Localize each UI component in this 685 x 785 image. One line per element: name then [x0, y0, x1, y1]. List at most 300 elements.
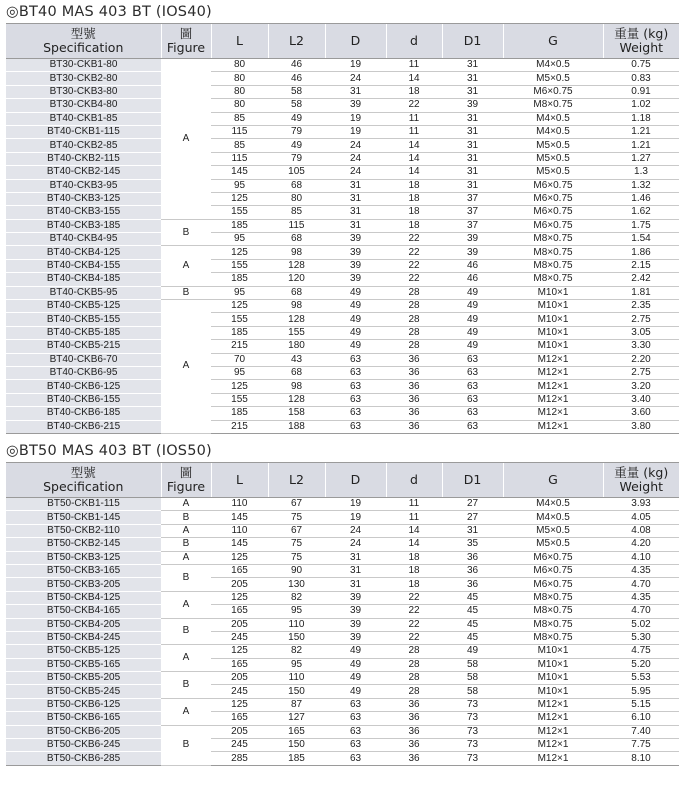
- d1-cell: 73: [442, 752, 503, 765]
- table-row: [6, 538, 679, 551]
- l-cell: 185: [211, 219, 268, 232]
- g-cell: M8×0.75: [503, 233, 603, 246]
- l-cell: 95: [211, 179, 268, 192]
- d1-cell: 49: [442, 340, 503, 353]
- l2-cell: 46: [268, 59, 325, 72]
- d-lower-cell: 28: [386, 658, 442, 671]
- l-cell: 125: [211, 300, 268, 313]
- l2-cell: 49: [268, 112, 325, 125]
- d-upper-cell: 63: [325, 712, 386, 725]
- l-cell: 215: [211, 420, 268, 433]
- l-cell: 145: [211, 511, 268, 524]
- spec-cell: BT40-CKB1-115: [6, 125, 161, 138]
- l-cell: 205: [211, 618, 268, 631]
- weight-cell: 1.18: [603, 112, 679, 125]
- d-upper-cell: 24: [325, 166, 386, 179]
- d-upper-cell: 49: [325, 313, 386, 326]
- g-cell: M10×1: [503, 658, 603, 671]
- weight-cell: 7.75: [603, 739, 679, 752]
- l2-cell: 68: [268, 366, 325, 379]
- spec-cell: BT50-CKB3-205: [6, 578, 161, 591]
- figure-cell: A: [161, 246, 211, 286]
- weight-cell: 3.20: [603, 380, 679, 393]
- spec-cell: BT50-CKB5-165: [6, 658, 161, 671]
- l2-cell: 110: [268, 618, 325, 631]
- spec-table: [6, 462, 679, 766]
- spec-cell: BT50-CKB1-115: [6, 498, 161, 511]
- spec-cell: BT50-CKB6-205: [6, 725, 161, 738]
- g-cell: M6×0.75: [503, 551, 603, 564]
- d-upper-cell: 39: [325, 618, 386, 631]
- d-lower-cell: 28: [386, 685, 442, 698]
- d1-cell: 58: [442, 658, 503, 671]
- d1-cell: 31: [442, 179, 503, 192]
- weight-cell: 5.15: [603, 698, 679, 711]
- d1-cell: 45: [442, 631, 503, 644]
- l2-cell: 82: [268, 645, 325, 658]
- g-cell: M8×0.75: [503, 246, 603, 259]
- l2-cell: 58: [268, 99, 325, 112]
- l2-cell: 150: [268, 685, 325, 698]
- d-upper-cell: 39: [325, 631, 386, 644]
- g-cell: M10×1: [503, 326, 603, 339]
- header-d-lower: d: [386, 24, 442, 59]
- table-row: [6, 698, 679, 711]
- spec-cell: BT40-CKB3-95: [6, 179, 161, 192]
- l-cell: 155: [211, 259, 268, 272]
- weight-cell: 0.75: [603, 59, 679, 72]
- figure-cell: A: [161, 59, 211, 220]
- spec-cell: BT30-CKB4-80: [6, 99, 161, 112]
- table-row: [6, 353, 679, 366]
- l2-cell: 180: [268, 340, 325, 353]
- header-d1: D1: [442, 463, 503, 498]
- g-cell: M8×0.75: [503, 631, 603, 644]
- spec-cell: BT40-CKB5-95: [6, 286, 161, 299]
- table-row: [6, 631, 679, 644]
- g-cell: M8×0.75: [503, 605, 603, 618]
- l-cell: 80: [211, 85, 268, 98]
- l2-cell: 185: [268, 752, 325, 765]
- table-row: [6, 326, 679, 339]
- d-upper-cell: 19: [325, 498, 386, 511]
- spec-cell: BT30-CKB1-80: [6, 59, 161, 72]
- spec-cell: BT50-CKB5-205: [6, 672, 161, 685]
- l2-cell: 79: [268, 125, 325, 138]
- g-cell: M8×0.75: [503, 273, 603, 286]
- weight-cell: 2.75: [603, 313, 679, 326]
- l-cell: 205: [211, 672, 268, 685]
- d1-cell: 63: [442, 366, 503, 379]
- l-cell: 155: [211, 313, 268, 326]
- l-cell: 125: [211, 246, 268, 259]
- weight-cell: 4.70: [603, 578, 679, 591]
- l-cell: 165: [211, 605, 268, 618]
- spec-cell: BT30-CKB3-80: [6, 85, 161, 98]
- header-figure: 圖 Figure: [161, 463, 211, 498]
- figure-cell: B: [161, 564, 211, 591]
- g-cell: M6×0.75: [503, 578, 603, 591]
- weight-cell: 1.21: [603, 139, 679, 152]
- l-cell: 85: [211, 139, 268, 152]
- d1-cell: 45: [442, 618, 503, 631]
- d-upper-cell: 24: [325, 524, 386, 537]
- d-upper-cell: 63: [325, 752, 386, 765]
- table-row: [6, 672, 679, 685]
- d1-cell: 63: [442, 353, 503, 366]
- l-cell: 165: [211, 712, 268, 725]
- l-cell: 285: [211, 752, 268, 765]
- weight-cell: 1.32: [603, 179, 679, 192]
- l2-cell: 127: [268, 712, 325, 725]
- d-upper-cell: 63: [325, 698, 386, 711]
- spec-cell: BT40-CKB6-70: [6, 353, 161, 366]
- g-cell: M10×1: [503, 313, 603, 326]
- header-row: [6, 24, 679, 59]
- d-lower-cell: 18: [386, 192, 442, 205]
- d1-cell: 73: [442, 698, 503, 711]
- figure-cell: A: [161, 524, 211, 537]
- spec-cell: BT40-CKB5-185: [6, 326, 161, 339]
- l-cell: 245: [211, 685, 268, 698]
- d-upper-cell: 19: [325, 125, 386, 138]
- l2-cell: 67: [268, 498, 325, 511]
- d-upper-cell: 49: [325, 340, 386, 353]
- table-row: [6, 618, 679, 631]
- d-lower-cell: 14: [386, 524, 442, 537]
- l-cell: 205: [211, 725, 268, 738]
- d1-cell: 36: [442, 578, 503, 591]
- header-d-upper: D: [325, 463, 386, 498]
- table-row: [6, 206, 679, 219]
- table-row: [6, 99, 679, 112]
- table-row: [6, 739, 679, 752]
- g-cell: M12×1: [503, 353, 603, 366]
- spec-cell: BT50-CKB3-165: [6, 564, 161, 577]
- d-upper-cell: 63: [325, 380, 386, 393]
- weight-cell: 1.62: [603, 206, 679, 219]
- g-cell: M6×0.75: [503, 192, 603, 205]
- table-body: [6, 59, 679, 434]
- spec-cell: BT40-CKB4-155: [6, 259, 161, 272]
- l-cell: 125: [211, 192, 268, 205]
- g-cell: M8×0.75: [503, 618, 603, 631]
- section-bt50: [6, 440, 679, 766]
- l2-cell: 128: [268, 393, 325, 406]
- l2-cell: 155: [268, 326, 325, 339]
- l-cell: 125: [211, 698, 268, 711]
- l2-cell: 75: [268, 551, 325, 564]
- table-row: [6, 125, 679, 138]
- g-cell: M12×1: [503, 380, 603, 393]
- l2-cell: 79: [268, 152, 325, 165]
- d-lower-cell: 22: [386, 246, 442, 259]
- table-row: [6, 313, 679, 326]
- d-upper-cell: 31: [325, 551, 386, 564]
- spec-cell: BT40-CKB3-155: [6, 206, 161, 219]
- d-lower-cell: 36: [386, 698, 442, 711]
- d-upper-cell: 24: [325, 139, 386, 152]
- header-g: G: [503, 463, 603, 498]
- d1-cell: 58: [442, 685, 503, 698]
- weight-cell: 1.46: [603, 192, 679, 205]
- l2-cell: 68: [268, 233, 325, 246]
- weight-cell: 1.21: [603, 125, 679, 138]
- l-cell: 155: [211, 393, 268, 406]
- weight-cell: 3.30: [603, 340, 679, 353]
- spec-cell: BT50-CKB4-245: [6, 631, 161, 644]
- d-lower-cell: 22: [386, 273, 442, 286]
- g-cell: M5×0.5: [503, 139, 603, 152]
- d-upper-cell: 49: [325, 326, 386, 339]
- l-cell: 85: [211, 112, 268, 125]
- d-upper-cell: 63: [325, 420, 386, 433]
- g-cell: M8×0.75: [503, 259, 603, 272]
- d-lower-cell: 36: [386, 353, 442, 366]
- l2-cell: 75: [268, 538, 325, 551]
- d-lower-cell: 11: [386, 498, 442, 511]
- l2-cell: 68: [268, 286, 325, 299]
- l-cell: 205: [211, 578, 268, 591]
- d1-cell: 31: [442, 85, 503, 98]
- d1-cell: 49: [442, 313, 503, 326]
- g-cell: M6×0.75: [503, 564, 603, 577]
- g-cell: M12×1: [503, 393, 603, 406]
- d-upper-cell: 31: [325, 85, 386, 98]
- d-upper-cell: 63: [325, 353, 386, 366]
- d-lower-cell: 18: [386, 179, 442, 192]
- d1-cell: 37: [442, 206, 503, 219]
- spec-cell: BT40-CKB2-85: [6, 139, 161, 152]
- d-lower-cell: 28: [386, 672, 442, 685]
- l-cell: 165: [211, 564, 268, 577]
- table-row: [6, 564, 679, 577]
- spec-cell: BT40-CKB5-155: [6, 313, 161, 326]
- l-cell: 165: [211, 658, 268, 671]
- table-row: [6, 685, 679, 698]
- l-cell: 115: [211, 152, 268, 165]
- l2-cell: 95: [268, 658, 325, 671]
- table-row: [6, 658, 679, 671]
- l2-cell: 95: [268, 605, 325, 618]
- spec-cell: BT50-CKB6-125: [6, 698, 161, 711]
- d-lower-cell: 11: [386, 125, 442, 138]
- l-cell: 185: [211, 273, 268, 286]
- spec-cell: BT40-CKB3-185: [6, 219, 161, 232]
- weight-cell: 1.02: [603, 99, 679, 112]
- weight-cell: 3.93: [603, 498, 679, 511]
- d1-cell: 49: [442, 326, 503, 339]
- l2-cell: 158: [268, 407, 325, 420]
- figure-cell: A: [161, 591, 211, 618]
- d-lower-cell: 36: [386, 420, 442, 433]
- d-lower-cell: 36: [386, 393, 442, 406]
- l2-cell: 67: [268, 524, 325, 537]
- d-lower-cell: 36: [386, 366, 442, 379]
- table-row: [6, 605, 679, 618]
- g-cell: M5×0.5: [503, 152, 603, 165]
- d1-cell: 37: [442, 192, 503, 205]
- table-row: [6, 246, 679, 259]
- spec-table: [6, 23, 679, 434]
- table-row: [6, 59, 679, 72]
- l2-cell: 105: [268, 166, 325, 179]
- header-l: L: [211, 463, 268, 498]
- table-row: [6, 192, 679, 205]
- g-cell: M12×1: [503, 698, 603, 711]
- l2-cell: 98: [268, 246, 325, 259]
- l-cell: 245: [211, 739, 268, 752]
- section-bt40: [6, 1, 679, 434]
- d-upper-cell: 49: [325, 300, 386, 313]
- d-lower-cell: 36: [386, 712, 442, 725]
- l-cell: 145: [211, 166, 268, 179]
- l-cell: 125: [211, 380, 268, 393]
- d-lower-cell: 18: [386, 551, 442, 564]
- d-upper-cell: 39: [325, 246, 386, 259]
- spec-cell: BT40-CKB4-185: [6, 273, 161, 286]
- d-upper-cell: 49: [325, 658, 386, 671]
- l2-cell: 110: [268, 672, 325, 685]
- d-lower-cell: 14: [386, 72, 442, 85]
- d-upper-cell: 19: [325, 112, 386, 125]
- l2-cell: 115: [268, 219, 325, 232]
- figure-cell: B: [161, 511, 211, 524]
- weight-cell: 2.42: [603, 273, 679, 286]
- figure-cell: B: [161, 286, 211, 299]
- section-title: ◎BT40 MAS 403 BT (IOS40): [6, 4, 212, 20]
- header-specification: 型號 Specification: [6, 463, 161, 498]
- d1-cell: 31: [442, 152, 503, 165]
- table-row: [6, 551, 679, 564]
- d-lower-cell: 22: [386, 591, 442, 604]
- table-row: [6, 511, 679, 524]
- l2-cell: 58: [268, 85, 325, 98]
- l-cell: 70: [211, 353, 268, 366]
- d-upper-cell: 39: [325, 233, 386, 246]
- header-d-upper: D: [325, 24, 386, 59]
- header-weight: 重量 (kg) Weight: [603, 463, 679, 498]
- l2-cell: 120: [268, 273, 325, 286]
- g-cell: M10×1: [503, 672, 603, 685]
- weight-cell: 1.81: [603, 286, 679, 299]
- d-upper-cell: 24: [325, 72, 386, 85]
- spec-cell: BT50-CKB5-125: [6, 645, 161, 658]
- l2-cell: 98: [268, 300, 325, 313]
- g-cell: M10×1: [503, 645, 603, 658]
- d-lower-cell: 14: [386, 139, 442, 152]
- d1-cell: 73: [442, 725, 503, 738]
- g-cell: M4×0.5: [503, 112, 603, 125]
- d1-cell: 35: [442, 538, 503, 551]
- spec-cell: BT50-CKB2-145: [6, 538, 161, 551]
- d1-cell: 39: [442, 99, 503, 112]
- d-upper-cell: 49: [325, 286, 386, 299]
- d-upper-cell: 24: [325, 152, 386, 165]
- table-row: [6, 179, 679, 192]
- d-lower-cell: 14: [386, 166, 442, 179]
- table-row: [6, 166, 679, 179]
- weight-cell: 2.20: [603, 353, 679, 366]
- g-cell: M10×1: [503, 286, 603, 299]
- spec-cell: BT50-CKB3-125: [6, 551, 161, 564]
- d1-cell: 73: [442, 739, 503, 752]
- l2-cell: 128: [268, 313, 325, 326]
- g-cell: M4×0.5: [503, 125, 603, 138]
- l-cell: 215: [211, 340, 268, 353]
- d1-cell: 58: [442, 672, 503, 685]
- g-cell: M12×1: [503, 752, 603, 765]
- l2-cell: 165: [268, 725, 325, 738]
- spec-cell: BT40-CKB4-125: [6, 246, 161, 259]
- header-g: G: [503, 24, 603, 59]
- d-lower-cell: 36: [386, 752, 442, 765]
- d1-cell: 31: [442, 139, 503, 152]
- weight-cell: 4.35: [603, 564, 679, 577]
- d-lower-cell: 28: [386, 645, 442, 658]
- l-cell: 125: [211, 645, 268, 658]
- d-lower-cell: 28: [386, 300, 442, 313]
- spec-cell: BT50-CKB1-145: [6, 511, 161, 524]
- weight-cell: 4.75: [603, 645, 679, 658]
- l-cell: 185: [211, 326, 268, 339]
- weight-cell: 4.70: [603, 605, 679, 618]
- d-lower-cell: 28: [386, 340, 442, 353]
- d-lower-cell: 22: [386, 618, 442, 631]
- d1-cell: 39: [442, 246, 503, 259]
- table-row: [6, 219, 679, 232]
- header-l2: L2: [268, 463, 325, 498]
- section-title: ◎BT50 MAS 403 BT (IOS50): [6, 443, 212, 459]
- g-cell: M6×0.75: [503, 219, 603, 232]
- spec-cell: BT40-CKB6-125: [6, 380, 161, 393]
- d-lower-cell: 28: [386, 286, 442, 299]
- table-row: [6, 380, 679, 393]
- g-cell: M12×1: [503, 420, 603, 433]
- spec-cell: BT50-CKB6-245: [6, 739, 161, 752]
- d-upper-cell: 39: [325, 99, 386, 112]
- l2-cell: 75: [268, 511, 325, 524]
- g-cell: M5×0.5: [503, 524, 603, 537]
- d1-cell: 45: [442, 605, 503, 618]
- l2-cell: 87: [268, 698, 325, 711]
- figure-cell: A: [161, 551, 211, 564]
- table-row: [6, 139, 679, 152]
- table-row: [6, 286, 679, 299]
- l-cell: 95: [211, 366, 268, 379]
- l2-cell: 85: [268, 206, 325, 219]
- l-cell: 95: [211, 233, 268, 246]
- l2-cell: 82: [268, 591, 325, 604]
- header-specification: 型號 Specification: [6, 24, 161, 59]
- d-lower-cell: 11: [386, 59, 442, 72]
- d-upper-cell: 39: [325, 259, 386, 272]
- l-cell: 80: [211, 72, 268, 85]
- header-d-lower: d: [386, 463, 442, 498]
- d-upper-cell: 63: [325, 366, 386, 379]
- header-figure: 圖 Figure: [161, 24, 211, 59]
- d-lower-cell: 36: [386, 380, 442, 393]
- d1-cell: 37: [442, 219, 503, 232]
- spec-cell: BT40-CKB5-125: [6, 300, 161, 313]
- table-row: [6, 85, 679, 98]
- table-row: [6, 366, 679, 379]
- table-row: [6, 420, 679, 433]
- d1-cell: 31: [442, 125, 503, 138]
- d-upper-cell: 63: [325, 739, 386, 752]
- d-lower-cell: 36: [386, 739, 442, 752]
- spec-cell: BT40-CKB1-85: [6, 112, 161, 125]
